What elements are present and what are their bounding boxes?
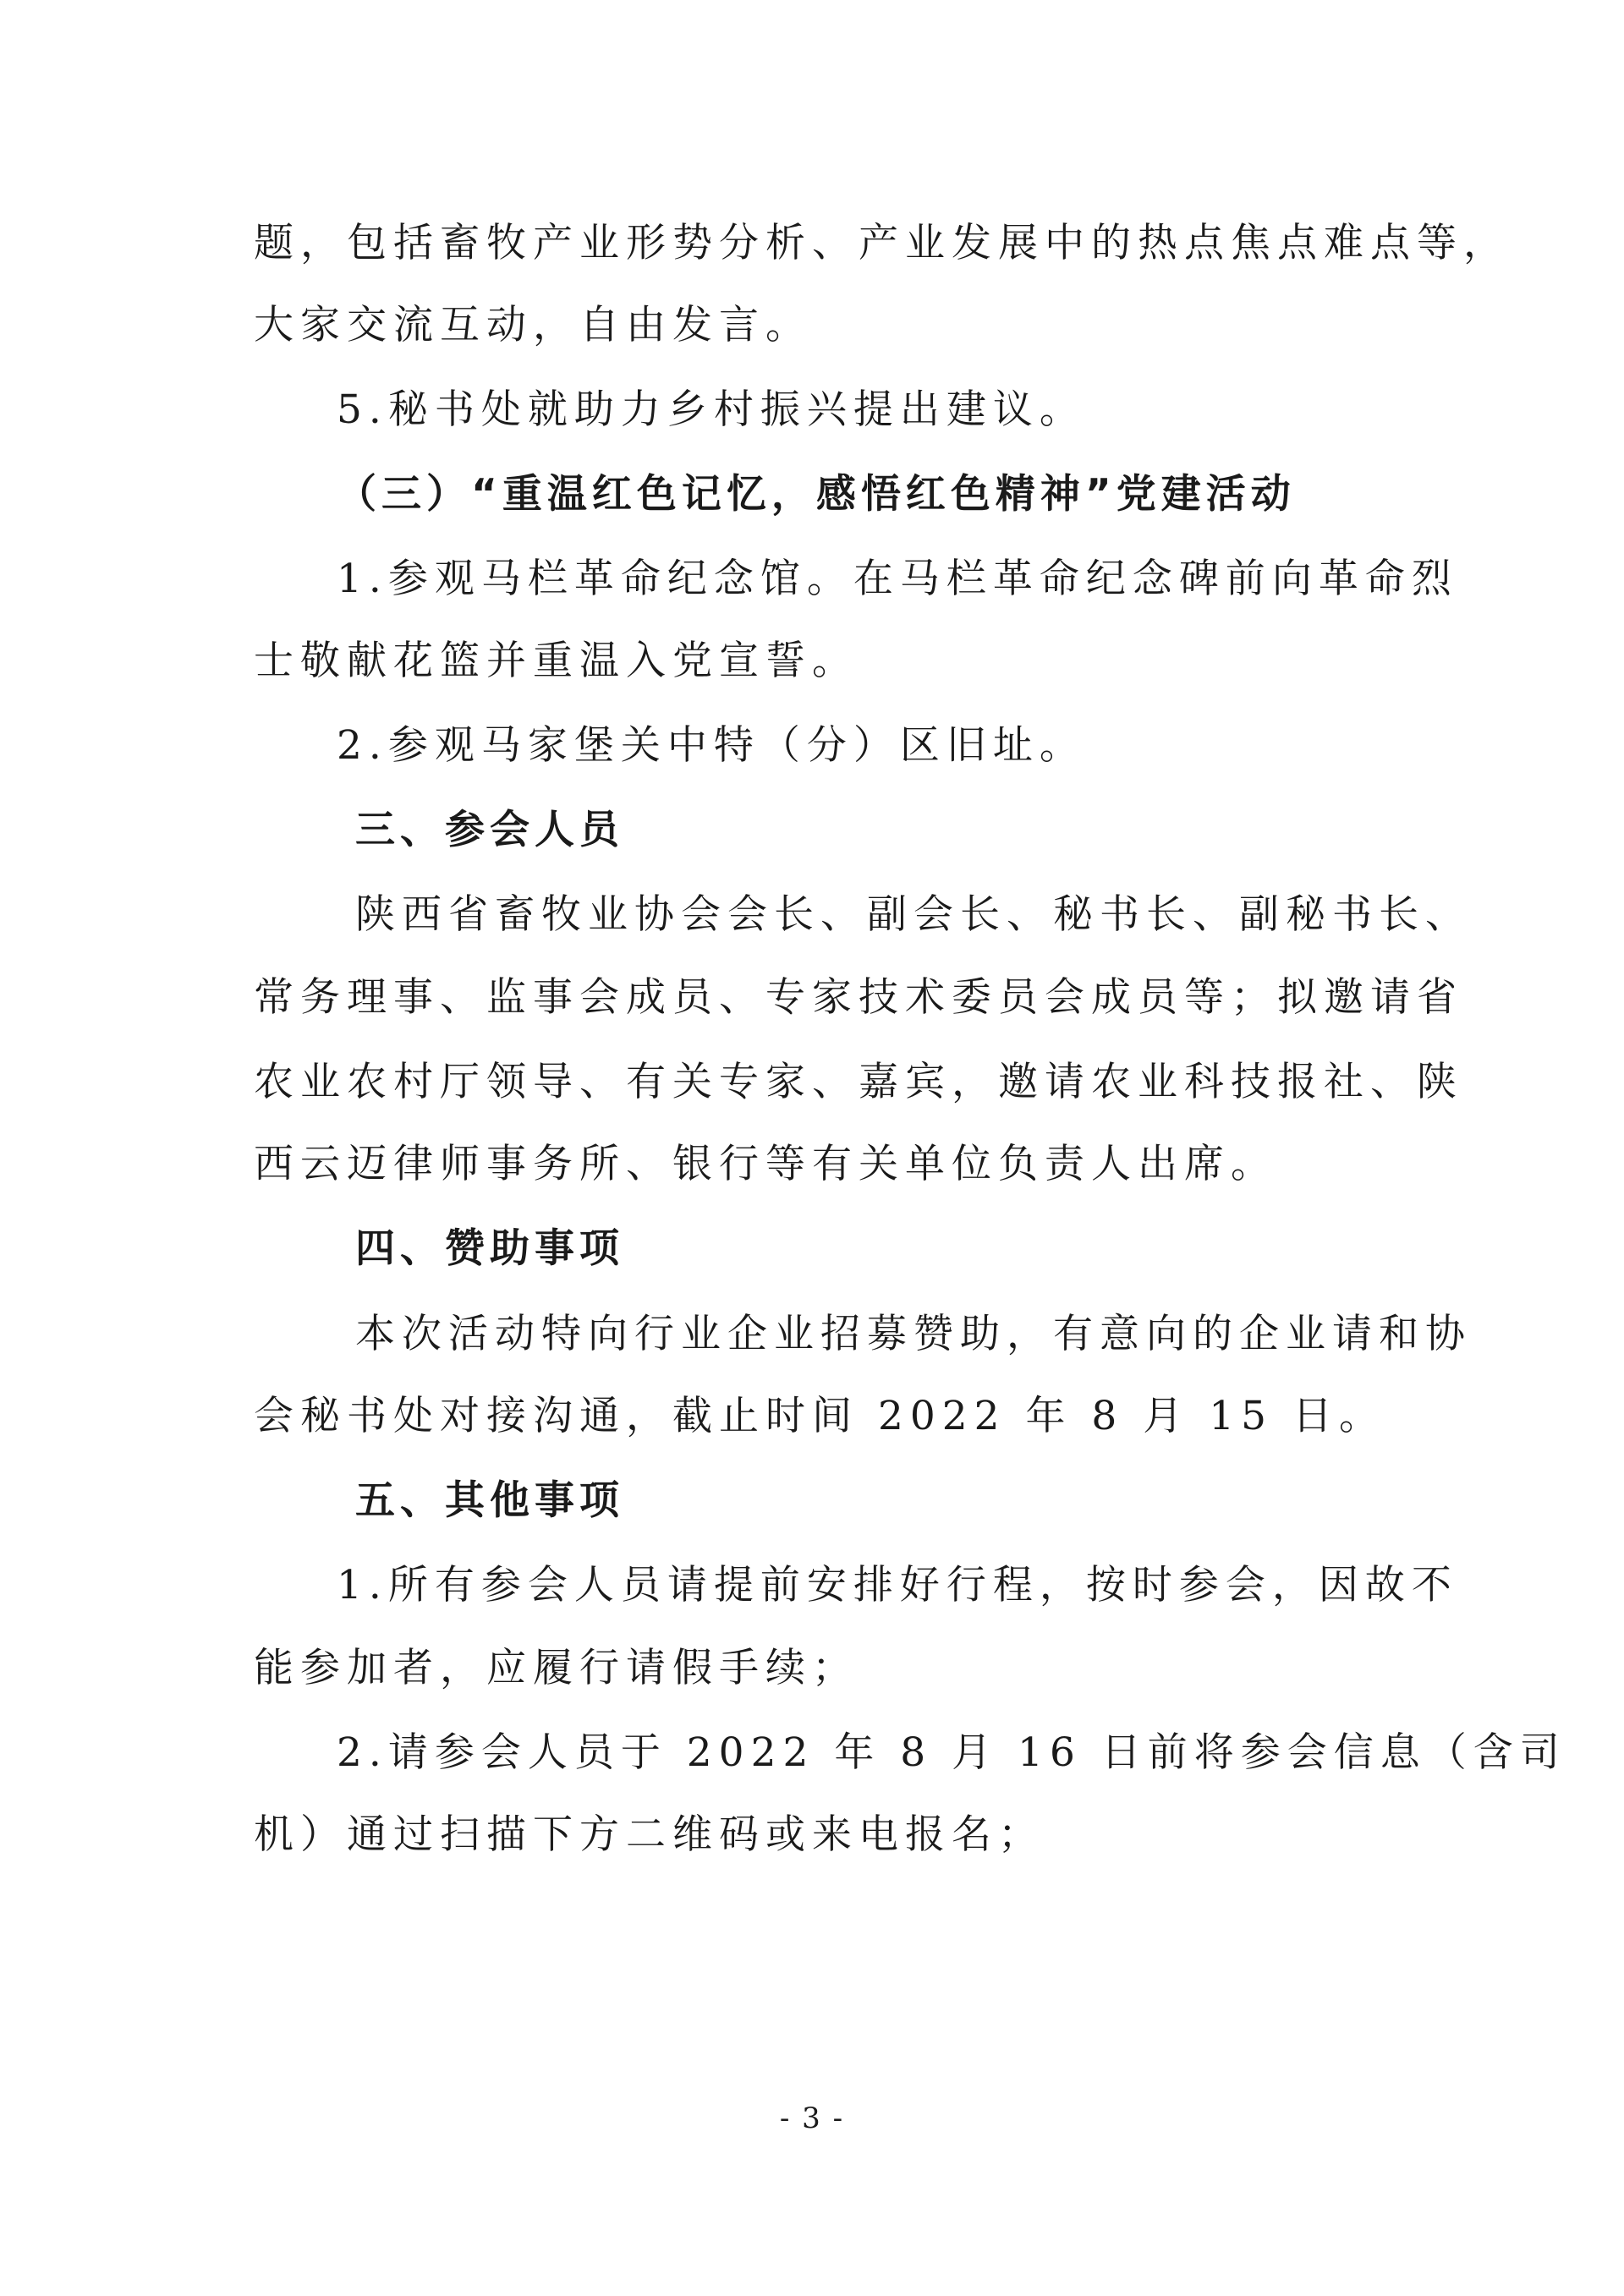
paragraph-line: 本次活动特向行业企业招募赞助，有意向的企业请和协 bbox=[355, 1311, 1472, 1357]
paragraph-line: 士敬献花篮并重温入党宣誓。 bbox=[254, 638, 859, 684]
list-item: 5.秘书处就助力乡村振兴提出建议。 bbox=[337, 386, 1086, 433]
paragraph-line: 常务理事、监事会成员、专家技术委员会成员等；拟邀请省 bbox=[254, 974, 1463, 1021]
list-item: 1.参观马栏革命纪念馆。在马栏革命纪念碑前向革命烈 bbox=[337, 556, 1458, 602]
section-heading: （三）“重温红色记忆，感悟红色精神”党建活动 bbox=[337, 471, 1296, 518]
list-item: 1.所有参会人员请提前安排好行程，按时参会，因故不 bbox=[337, 1562, 1458, 1608]
paragraph-line: 题，包括畜牧产业形势分析、产业发展中的热点焦点难点等， bbox=[254, 220, 1510, 266]
paragraph-line: 机）通过扫描下方二维码或来电报名； bbox=[254, 1811, 1045, 1858]
section-heading: 三、参会人员 bbox=[355, 807, 624, 853]
paragraph-line: 农业农村厅领导、有关专家、嘉宾，邀请农业科技报社、陕 bbox=[254, 1059, 1463, 1105]
paragraph-line: 大家交流互动，自由发言。 bbox=[254, 302, 812, 348]
paragraph-line: 能参加者，应履行请假手续； bbox=[254, 1645, 859, 1691]
page-number: - 3 - bbox=[779, 2101, 845, 2135]
section-heading: 五、其他事项 bbox=[355, 1477, 624, 1524]
section-heading: 四、赞助事项 bbox=[355, 1225, 624, 1272]
paragraph-line: 西云迈律师事务所、银行等有关单位负责人出席。 bbox=[254, 1141, 1277, 1187]
paragraph-line: 会秘书处对接沟通，截止时间 2022 年 8 月 15 日。 bbox=[254, 1393, 1385, 1439]
list-item: 2.请参会人员于 2022 年 8 月 16 日前将参会信息（含司 bbox=[337, 1729, 1566, 1776]
paragraph-line: 陕西省畜牧业协会会长、副会长、秘书长、副秘书长、 bbox=[355, 891, 1472, 938]
list-item: 2.参观马家堡关中特（分）区旧址。 bbox=[337, 722, 1086, 769]
